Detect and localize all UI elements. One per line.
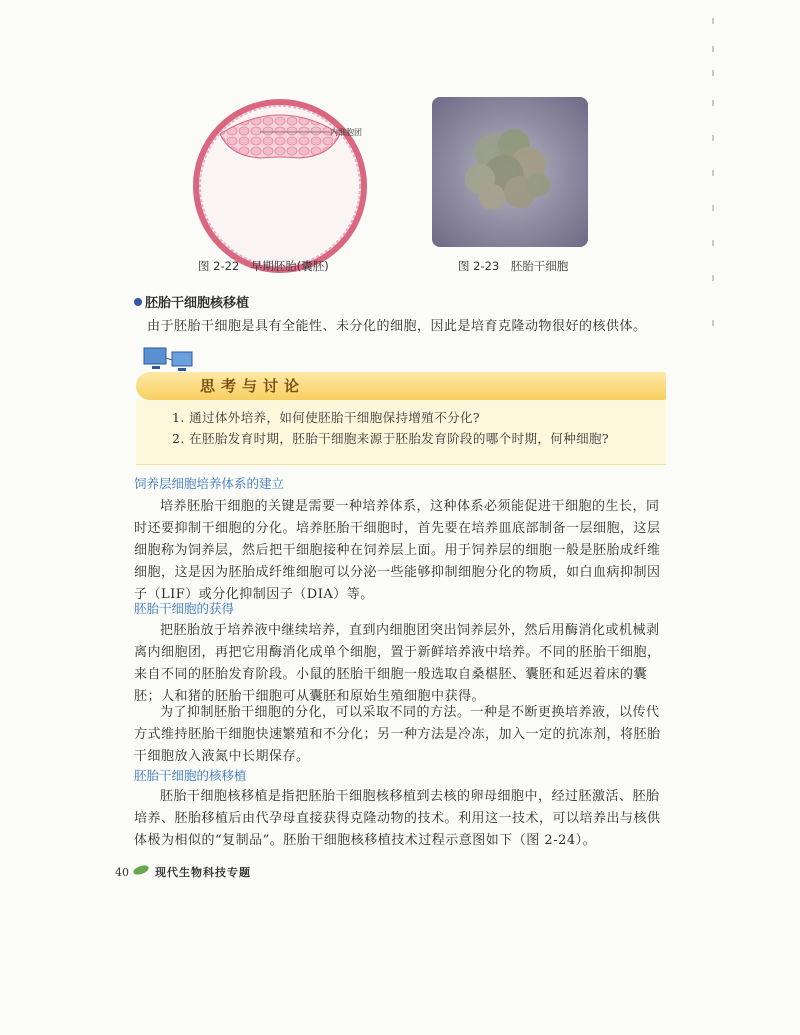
paragraph-nuclear-transfer: 胚胎干细胞核移植是指把胚胎干细胞核移植到去核的卵母细胞中，经过胚激活、胚胎培养、胚胎移植后由代孕母直接获得克隆动物的技术。利用这一技术，可以培养出与核供体极为相似的“复制品”。胚胎干细胞核移植技术过程示意图如下（图 2-24）。 bbox=[134, 789, 661, 848]
discussion-question-1: 1. 通过体外培养，如何使胚胎干细胞保持增殖不分化? bbox=[172, 410, 481, 425]
bullet-icon bbox=[134, 298, 142, 306]
figure-caption-2-22: 图 2-22 早期胚胎(囊胚) bbox=[198, 259, 329, 273]
paragraph-obtaining-stem-cells: 把胚胎放于培养液中继续培养，直到内细胞团突出饲养层外，然后用酶消化或机械剥离内细胞团，再把它用酶消化成单个细胞，置于新鲜培养液中培养。不同的胚胎干细胞，来自不同的胚胎发育阶段。小鼠的胚胎干细胞一般选取自桑椹胚、囊胚和延迟着床的囊胚；人和猪的胚胎干细胞可从囊胚和原始生殖细胞中获得。 bbox=[134, 623, 661, 704]
inner-cell-mass-label: 内细胞团 bbox=[330, 128, 362, 137]
intro-paragraph: 由于胚胎干细胞是具有全能性、未分化的细胞，因此是培育克隆动物很好的核供体。 bbox=[147, 319, 647, 334]
computer-icon bbox=[140, 344, 198, 384]
section-heading-text: 胚胎干细胞核移植 bbox=[145, 296, 250, 311]
subheading-obtaining-stem-cells: 胚胎干细胞的获得 bbox=[134, 601, 235, 616]
page-number: 40 bbox=[115, 866, 129, 879]
blastocyst-illustration bbox=[190, 96, 370, 276]
book-title: 现代生物科技专题 bbox=[155, 866, 251, 879]
paragraph-feeder-layer: 培养胚胎干细胞的关键是需要一种培养体系，这种体系必须能促进干细胞的生长，同时还要抑制干细胞的分化。培养胚胎干细胞时，首先要在培养皿底部制备一层细胞，这层细胞称为饲养层，然后把干细胞接种在饲养层上面。用于饲养层的细胞一般是胚胎成纤维细胞，这是因为胚胎成纤维细胞可以分泌一些能够抑制细胞分化的物质，如白血病抑制因子（LIF）或分化抑制因子（DIA）等。 bbox=[134, 499, 661, 602]
leaf-icon bbox=[132, 864, 150, 876]
stem-cell-photo bbox=[432, 97, 588, 247]
discussion-title: 思考与讨论 bbox=[200, 377, 306, 395]
section-heading bbox=[134, 292, 249, 311]
figure-caption-2-23: 图 2-23 胚胎干细胞 bbox=[458, 259, 569, 273]
paragraph-inhibit-differentiation: 为了抑制胚胎干细胞的分化，可以采取不同的方法。一种是不断更换培养液，以传代方式维持胚胎干细胞快速繁殖和不分化；另一种方法是冷冻，加入一定的抗冻剂，将胚胎干细胞放入液氮中长期保存。 bbox=[134, 705, 661, 764]
subheading-feeder-layer: 饲养层细胞培养体系的建立 bbox=[134, 476, 285, 491]
subheading-nuclear-transfer: 胚胎干细胞的核移植 bbox=[134, 768, 247, 783]
discussion-question-2: 2. 在胚胎发育时期，胚胎干细胞来源于胚胎发育阶段的哪个时期，何种细胞? bbox=[172, 431, 610, 446]
